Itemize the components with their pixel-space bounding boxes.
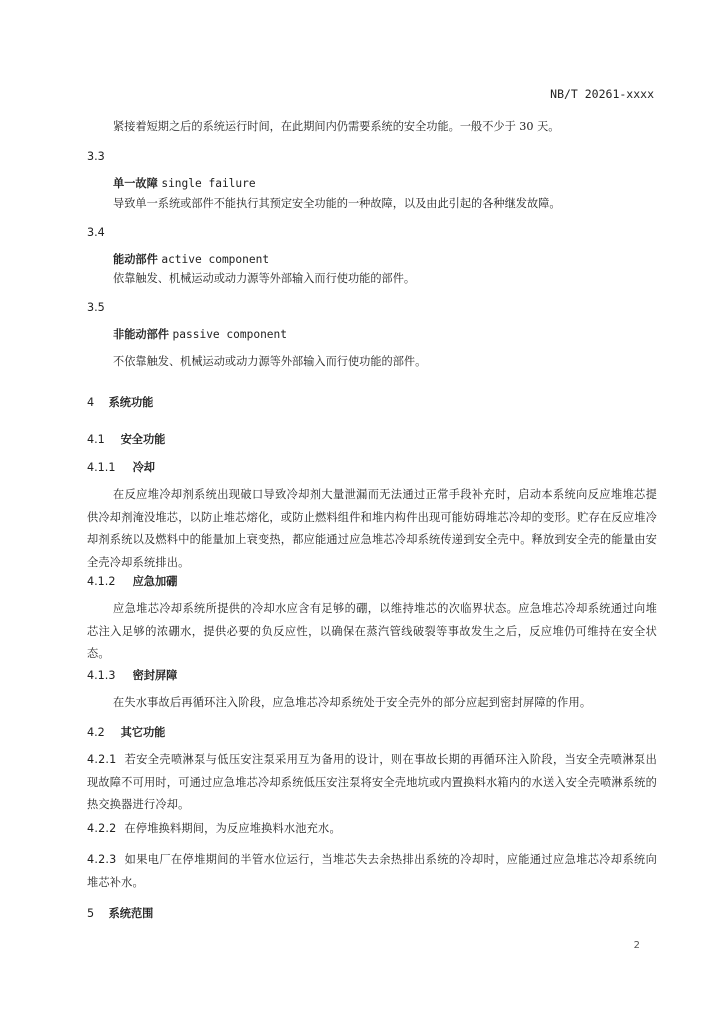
paragraph bbox=[87, 749, 657, 817]
term-number: 3.5 bbox=[87, 301, 105, 314]
term-cn: 非能动部件 bbox=[113, 328, 169, 341]
section-number: 4.1.1 bbox=[87, 461, 116, 474]
section-heading bbox=[87, 429, 165, 451]
section-title: 冷却 bbox=[132, 461, 155, 474]
section-heading bbox=[87, 571, 177, 593]
section-title: 系统功能 bbox=[108, 396, 154, 409]
paragraph: 在失水事故后再循环注入阶段，应急堆芯冷却系统处于安全壳外的部分应起到密封屏障的作用。 bbox=[113, 696, 592, 709]
section-heading bbox=[87, 392, 153, 414]
paragraph bbox=[87, 818, 657, 841]
section-title: 安全功能 bbox=[120, 433, 166, 446]
term-title bbox=[113, 173, 256, 195]
section-title: 系统范围 bbox=[108, 907, 154, 920]
paragraph: 应急堆芯冷却系统所提供的冷却水应含有足够的硼，以维持堆芯的次临界状态。应急堆芯冷却系统通过向堆芯注入足够的浓硼水，提供必要的负反应性，以确保在蒸汽管线破裂等事故发生之后，反应堆仍可维持在安全状态。 bbox=[87, 602, 657, 660]
paragraph bbox=[87, 849, 657, 894]
section-heading bbox=[87, 722, 165, 744]
document-number: NB/T 20261-xxxx bbox=[550, 87, 654, 101]
term-definition: 依靠触发、机械运动或动力源等外部输入而行使功能的部件。 bbox=[113, 272, 416, 285]
term-cn: 单一故障 bbox=[113, 177, 158, 190]
section-number: 4.1 bbox=[87, 433, 105, 446]
section-number: 4.2 bbox=[87, 726, 105, 739]
section-title: 应急加硼 bbox=[132, 575, 178, 588]
term-cn: 能动部件 bbox=[113, 253, 158, 266]
section-title: 其它功能 bbox=[120, 726, 166, 739]
term-en: single failure bbox=[161, 177, 256, 190]
clause-number: 4.2.1 bbox=[87, 753, 117, 766]
term-number: 3.3 bbox=[87, 150, 105, 163]
term-en: passive component bbox=[172, 328, 288, 341]
intro-line: 紧接着短期之后的系统运行时间，在此期间内仍需要系统的安全功能。一般不少于 30 天。 bbox=[113, 120, 560, 133]
paragraph: 在反应堆冷却剂系统出现破口导致冷却剂大量泄漏而无法通过正常手段补充时，启动本系统向反应堆堆芯提供冷却剂淹没堆芯，以防止堆芯熔化，或防止燃料组件和堆内构件出现可能妨碍堆芯冷却的变形。贮存在反应堆冷却剂系统以及燃料中的能量加上衰变热，都应能通过应急堆芯冷却系统传递到安全壳中。释放到安全壳的能量由安全壳冷却系统排出。 bbox=[87, 488, 657, 569]
term-title bbox=[113, 324, 287, 346]
clause-text: 如果电厂在停堆期间的半管水位运行，当堆芯失去余热排出系统的冷却时，应能通过应急堆芯冷却系统向堆芯补水。 bbox=[87, 853, 657, 889]
clause-text: 在停堆换料期间，为反应堆换料水池充水。 bbox=[124, 822, 341, 835]
clause-number: 4.2.2 bbox=[87, 822, 117, 835]
section-heading bbox=[87, 903, 153, 925]
page-number: 2 bbox=[633, 940, 640, 951]
term-definition: 导致单一系统或部件不能执行其预定安全功能的一种故障，以及由此引起的各种继发故障。 bbox=[113, 197, 561, 210]
term-definition: 不依靠触发、机械运动或动力源等外部输入而行使功能的部件。 bbox=[113, 355, 427, 368]
section-number: 4.1.3 bbox=[87, 669, 116, 682]
term-en: active component bbox=[161, 253, 270, 266]
term-number: 3.4 bbox=[87, 226, 105, 239]
section-title: 密封屏障 bbox=[132, 669, 178, 682]
section-heading bbox=[87, 665, 177, 687]
section-number: 4 bbox=[87, 396, 95, 409]
section-number: 5 bbox=[87, 907, 95, 920]
section-number: 4.1.2 bbox=[87, 575, 116, 588]
section-heading bbox=[87, 457, 155, 479]
clause-number: 4.2.3 bbox=[87, 853, 117, 866]
clause-text: 若安全壳喷淋泵与低压安注泵采用互为备用的设计，则在事故长期的再循环注入阶段，当安全壳喷淋泵出现故障不可用时，可通过应急堆芯冷却系统低压安注泵将安全壳地坑或内置换料水箱内的水送入安全壳喷淋系统的热交换器进行冷却。 bbox=[87, 753, 657, 811]
